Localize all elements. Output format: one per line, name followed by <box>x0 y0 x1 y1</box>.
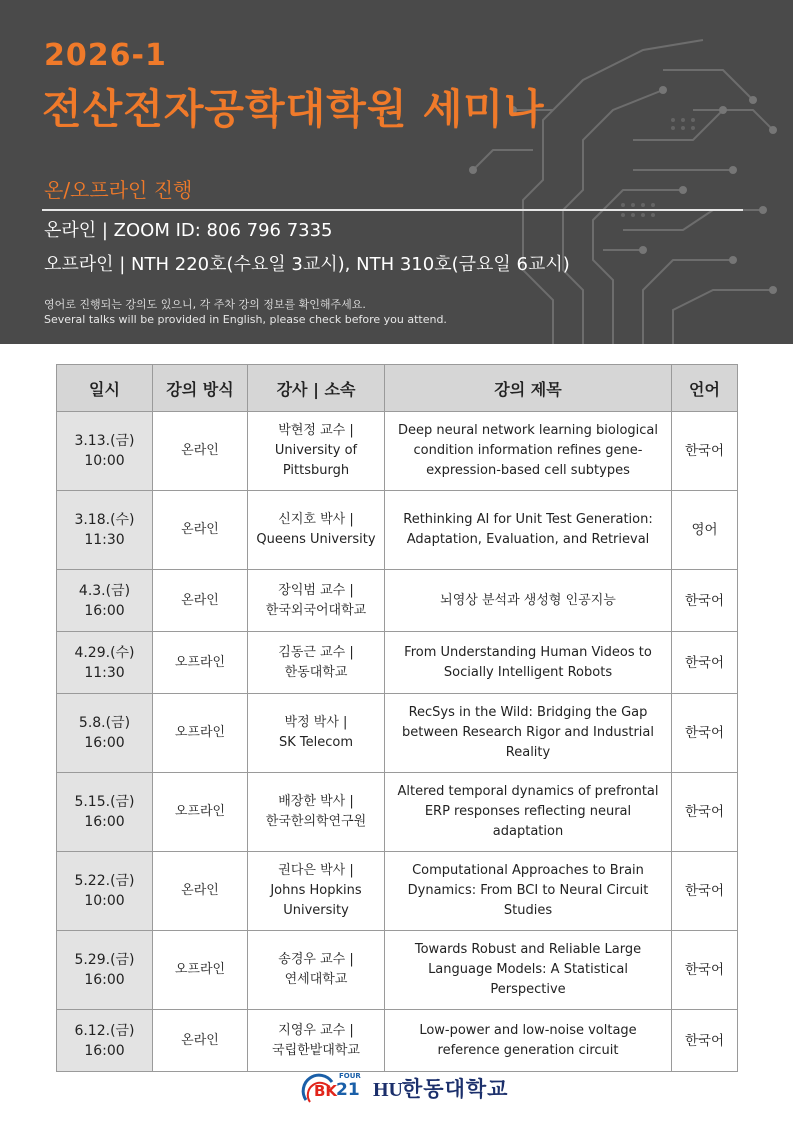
header-mode: 강의 방식 <box>153 365 248 412</box>
speaker: 신지호 박사 | <box>278 512 354 527</box>
date: 6.12.(금) <box>74 1022 135 1039</box>
header-language: 언어 <box>672 365 738 412</box>
affiliation: 한국한의학연구원 <box>265 814 367 829</box>
speaker-cell <box>248 931 385 1010</box>
speaker-cell <box>248 773 385 852</box>
mode-cell: 온라인 <box>153 570 248 632</box>
date-cell <box>57 773 153 852</box>
speaker: 권다은 박사 | <box>278 863 354 878</box>
table-row <box>57 570 738 632</box>
table-row <box>57 773 738 852</box>
date: 5.15.(금) <box>74 794 135 810</box>
language-cell: 한국어 <box>672 931 738 1010</box>
language-cell: 한국어 <box>672 632 738 694</box>
language-cell: 한국어 <box>672 412 738 491</box>
speaker: 박정 박사 | <box>284 715 348 730</box>
affiliation: 한동대학교 <box>284 664 348 680</box>
handong-logo-text: HU <box>373 1079 403 1101</box>
table-row <box>57 632 738 694</box>
date: 4.3.(금) <box>78 582 131 599</box>
date: 5.29.(금) <box>74 952 135 968</box>
bk-label: BK <box>314 1082 338 1100</box>
speaker-cell <box>248 412 385 491</box>
table-row <box>57 852 738 931</box>
semester-label: 2026-1 <box>44 38 167 73</box>
header-divider <box>42 209 743 211</box>
table-row <box>57 694 738 773</box>
date: 4.29.(수) <box>74 644 135 661</box>
table-header-row <box>57 365 738 412</box>
table-row <box>57 931 738 1010</box>
online-info: 온라인 | ZOOM ID: 806 796 7335 <box>44 220 333 241</box>
language-cell: 영어 <box>672 491 738 570</box>
language-note-english: Several talks will be provided in English, please check before you attend. <box>44 313 447 326</box>
language-cell: 한국어 <box>672 694 738 773</box>
affiliation: Queens University <box>256 532 376 547</box>
university-name: 한동대학교 <box>402 1077 509 1101</box>
speaker-cell <box>248 1010 385 1072</box>
speaker: 지영우 교수 | <box>278 1022 354 1038</box>
time: 16:00 <box>84 814 125 830</box>
title-cell: Computational Approaches to Brain Dynamics: From BCI to Neural Circuit Studies <box>385 852 672 931</box>
offline-info: 오프라인 | NTH 220호(수요일 3교시), NTH 310호(금요일 6교시) <box>44 254 570 275</box>
time: 11:30 <box>84 532 125 548</box>
speaker: 장익범 교수 | <box>278 582 354 598</box>
title-cell: Towards Robust and Reliable Large Language Models: A Statistical Perspective <box>385 931 672 1010</box>
page-title: 전산전자공학대학원 세미나 <box>42 85 545 133</box>
time: 10:00 <box>84 893 125 909</box>
affiliation: 국립한밭대학교 <box>272 1042 360 1058</box>
date-cell <box>57 491 153 570</box>
speaker-cell <box>248 632 385 694</box>
header-title: 강의 제목 <box>385 365 672 412</box>
time: 16:00 <box>84 972 125 988</box>
table-row <box>57 412 738 491</box>
date: 3.18.(수) <box>74 512 135 528</box>
speaker-cell <box>248 694 385 773</box>
affiliation: 연세대학교 <box>284 972 348 987</box>
poster-header <box>0 0 793 344</box>
speaker-cell <box>248 852 385 931</box>
language-cell: 한국어 <box>672 852 738 931</box>
date-cell <box>57 412 153 491</box>
date-cell <box>57 931 153 1010</box>
title-cell: 뇌영상 분석과 생성형 인공지능 <box>385 570 672 632</box>
header-date: 일시 <box>57 365 153 412</box>
time: 11:30 <box>84 664 125 681</box>
time: 16:00 <box>84 735 125 751</box>
session-mode-heading: 온/오프라인 진행 <box>44 178 193 202</box>
mode-cell: 오프라인 <box>153 632 248 694</box>
date: 5.22.(금) <box>74 873 135 889</box>
mode-cell: 오프라인 <box>153 694 248 773</box>
time: 16:00 <box>84 1042 125 1059</box>
mode-cell: 온라인 <box>153 1010 248 1072</box>
date-cell <box>57 1010 153 1072</box>
title-cell: RecSys in the Wild: Bridging the Gap between Research Rigor and Industrial Reality <box>385 694 672 773</box>
time: 10:00 <box>84 453 125 469</box>
speaker-cell <box>248 491 385 570</box>
date-cell <box>57 570 153 632</box>
title-cell: Altered temporal dynamics of prefrontal ERP responses reflecting neural adaptation <box>385 773 672 852</box>
table-row <box>57 491 738 570</box>
language-cell: 한국어 <box>672 773 738 852</box>
affiliation: Johns Hopkins University <box>270 883 362 918</box>
title-cell: Rethinking AI for Unit Test Generation: Adaptation, Evaluation, and Retrieval <box>385 491 672 570</box>
language-note-korean: 영어로 진행되는 강의도 있으니, 각 주차 강의 정보를 확인해주세요. <box>44 298 366 311</box>
mode-cell: 오프라인 <box>153 773 248 852</box>
title-cell: Low-power and low-noise voltage reference generation circuit <box>385 1010 672 1072</box>
footer-logos <box>0 1068 793 1108</box>
date: 5.8.(금) <box>78 715 131 731</box>
speaker: 송경우 교수 | <box>278 952 354 967</box>
mode-cell: 오프라인 <box>153 931 248 1010</box>
affiliation: SK Telecom <box>278 735 353 750</box>
speaker: 박현정 교수 | <box>278 423 354 438</box>
affiliation: 한국외국어대학교 <box>265 602 367 618</box>
language-cell: 한국어 <box>672 570 738 632</box>
time: 16:00 <box>84 602 125 619</box>
bk-four-label: FOUR <box>339 1072 361 1080</box>
mode-cell: 온라인 <box>153 491 248 570</box>
handong-logo-icon <box>373 1072 403 1102</box>
seminar-schedule-table <box>56 364 738 1072</box>
speaker: 배장한 박사 | <box>278 794 354 809</box>
affiliation: University of Pittsburgh <box>274 443 358 478</box>
table-row <box>57 1010 738 1072</box>
speaker: 김동근 교수 | <box>278 644 354 660</box>
header-speaker: 강사 | 소속 <box>248 365 385 412</box>
title-cell: Deep neural network learning biological condition information refines gene-expression-based cell subtypes <box>385 412 672 491</box>
title-cell: From Understanding Human Videos to Socially Intelligent Robots <box>385 632 672 694</box>
circuit-head-illustration <box>433 0 793 344</box>
date-cell <box>57 632 153 694</box>
date: 3.13.(금) <box>74 433 135 449</box>
date-cell <box>57 694 153 773</box>
mode-cell: 온라인 <box>153 852 248 931</box>
speaker-cell <box>248 570 385 632</box>
bk-number: 21 <box>336 1080 360 1100</box>
date-cell <box>57 852 153 931</box>
mode-cell: 온라인 <box>153 412 248 491</box>
language-cell: 한국어 <box>672 1010 738 1072</box>
